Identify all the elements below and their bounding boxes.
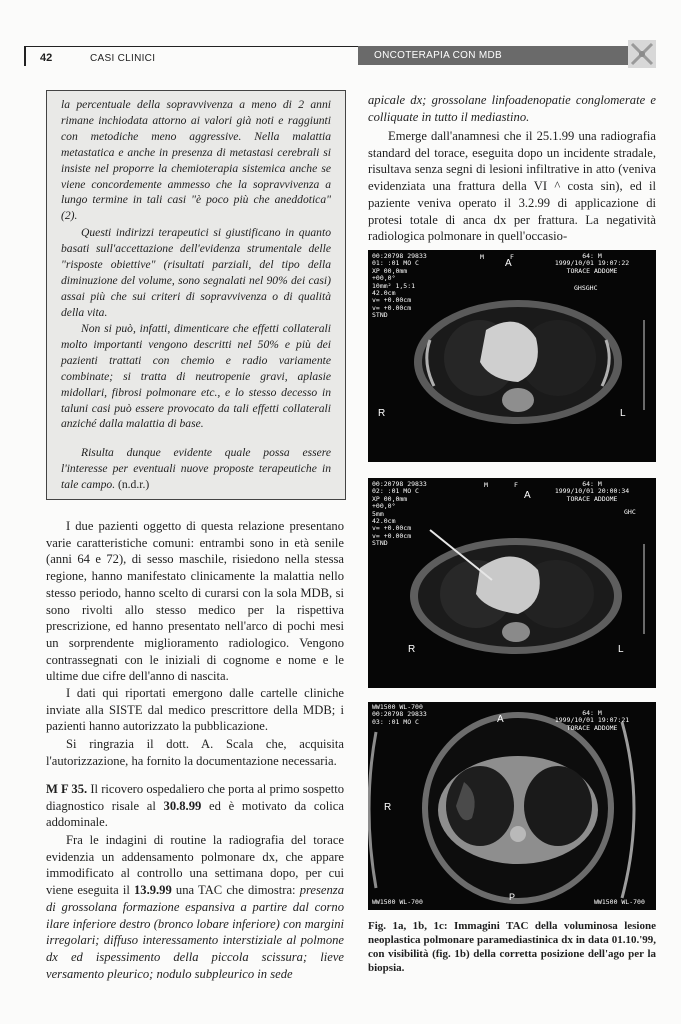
note-paragraph-4-text: Risulta dunque evidente quale possa essere l'interesse per eventuali nuove proposte terapeutiche in tale campo. (61, 446, 331, 491)
right-paragraph-2: Emerge dall'anamnesi che il 25.1.99 una radiografia standard del torace, eseguita dopo un incidente stradale, risultava senza segni di lesioni infiltrative in atto (veniva evidenziata una frattura della VI ^ costa sin), ed il paziente veniva operato il 3.2.99 di applicazione di protesi totale di anca dx per frattura. La negatività radiologica polmonare in quell'occasio- (368, 129, 656, 244)
ct-1b-param-4: 42.0cm (372, 517, 396, 526)
ct-1b-tag: GHC (624, 508, 636, 516)
ct-1b-param-1: XP 00,0mm (372, 494, 408, 503)
section-name: CASI CLINICI (90, 53, 156, 64)
ct-1a-param-6: v= +0.00cm (372, 303, 412, 312)
body-paragraph-2: I dati qui riportati emergono dalle cartelle cliniche inviate alla SISTE dal medico prescrittore della MDB; i pazienti hanno autorizzato la pubblicazione. (46, 686, 344, 734)
ct-1c-window-bottom-left: WW1500 WL-700 (372, 898, 423, 906)
ct-1b-age: 64: M (582, 480, 602, 488)
case-heading: M F 35. (46, 782, 88, 796)
figure-caption (368, 920, 656, 976)
body-paragraph-4-a: Il ricovero ospedaliero che porta al primo sospetto diagnostico risale al (46, 782, 344, 813)
ct-1a-label-r: R (378, 408, 386, 419)
body-paragraph-5 (46, 832, 344, 982)
ct-1a-id: 00:20798 29833 (372, 252, 427, 260)
ct-scan-figure-1a (368, 250, 656, 462)
body-paragraph-4 (46, 781, 344, 831)
ct-1b-label-r: R (408, 644, 416, 655)
figure-caption-text: Immagini TAC della voluminosa lesione neoplastica polmonare paramediastinica dx in data 01.10.'99, con visibilità (fig. 1b) della corretta posizione dell'ago per la biopsia. (368, 920, 656, 974)
body-paragraph-4-b: ed è motivato da colica addominale. (46, 798, 344, 830)
note-paragraph-3 (61, 321, 331, 432)
body-paragraph-1: I due pazienti oggetto di questa relazione presentano varie caratteristiche comuni: entrambi sono in età senile (anni 64 e 72), di sesso maschile, risiedono nella stessa regione, hanno manifestato clinicamente la malattia nello stesso periodo, hanno scelto di curarsi con la sola MDB, si sono rivolti allo stesso medico per la rispettiva prescrizione, ed hanno presentato nell'arco di pochi mesi un sorprendente miglioramento radiologico. Vengono contrassegnati con le iniziali di cognome e nome e le ultime due cifre dell'anno di nascita. (46, 519, 344, 684)
ct-1a-age: 64: M (582, 252, 602, 260)
note-paragraph-1: la percentuale della sopravvivenza a meno di 2 anni rimane inchiodata attorno ai valori già noti e raggiunti con metodiche meno aggressive. Nella malattia metastatica e anche in presenza di metastasi cerebrali si insiste nel proporre la chemioterapia sistemica anche se viene concordemente ammesso che la sopravvivenza a lungo termine in tali casi "è poco più che aneddotica" (2). (61, 98, 331, 223)
ct-1a-patient: M (480, 253, 484, 261)
ct-1a-overlay-left (372, 253, 427, 320)
note-paragraph-4 (61, 445, 331, 493)
ct-1a-param-5: v= +0.00cm (372, 296, 412, 305)
ct-1a-exam: TORACE ADDOME (566, 266, 618, 275)
ct-scan-1c-image (368, 702, 656, 910)
ct-1b-param-5: v= +0.00cm (372, 524, 412, 533)
body-paragraph-5-a: Fra le indagini di routine la radiografia del torace evidenzia un addensamento polmonare dx, che appare immodificato al controllo una settimana dopo, per cui viene eseguita il (46, 833, 344, 898)
running-title: ONCOTERAPIA CON MDB (374, 50, 502, 61)
ct-1c-label-r: R (384, 802, 392, 813)
ct-1c-label-a: A (497, 714, 504, 725)
ct-1b-series: 02: :01 MO C (372, 487, 419, 496)
ct-1a-datetime: 1999/10/01 19:07:22 (554, 259, 630, 268)
editorial-note-box (46, 90, 346, 500)
ct-1a-sex: F (510, 253, 514, 261)
ct-1a-series: 01: :01 MO C (372, 259, 419, 268)
ct-1a-label-a: A (505, 258, 512, 269)
ct-1b-patient: M (484, 481, 488, 489)
ct-1a-label-l: L (620, 408, 626, 419)
ct-1c-window-bottom-right: WW1500 WL-700 (594, 898, 645, 906)
header-rule (24, 46, 358, 47)
ct-1c-overlay-right (540, 710, 644, 732)
ct-1a-overlay-right (536, 253, 648, 275)
ct-1b-label-l: L (618, 644, 624, 655)
note-paragraph-2: Questi indirizzi terapeutici si giustificano in quanto basati sull'accettazione dell'evidenza strumentale delle "risposte obiettive" (risultati parziali, del tipo della diminuzione del volume, sono segnalati nel 90% dei casi) assai più che sui criteri di sopravvivenza o di qualità della vita. (61, 226, 331, 319)
ct-1a-param-1: XP 00,0mm (372, 266, 408, 275)
ct-1c-overlay-left (372, 704, 427, 726)
ct-scan-figure-1c (368, 702, 656, 910)
ct-1b-overlay-right (536, 481, 648, 503)
ct-1b-param-7: STND (372, 539, 388, 548)
ct-1b-id: 00:20798 29833 (372, 480, 427, 488)
ct-1c-age: 64: M (582, 709, 602, 717)
note-paragraph-3-text: Non si può, infatti, dimenticare che effetti collaterali molto importanti vengono descritti nel 50% e più dei pazienti trattati con chemio e radio variamente combinate; si tratta di neutropenie gravi, aplasie midollari, fibrosi polmonare etc., e lo stesso decesso in taluni casi può essere provocato da tali effetti collaterali anziché dalla malattia di base. (61, 322, 331, 431)
body-paragraph-3: Si ringrazia il dott. A. Scala che, acquisita l'autorizzazione, ha fornito la documentazione necessaria. (46, 737, 344, 768)
ct-1a-param-3: 10mm² 1,5:1 (372, 281, 416, 290)
ct-1a-tag: GHSGHC (574, 284, 598, 292)
ct-1b-sex: F (514, 481, 518, 489)
ct-1b-datetime: 1999/10/01 20:00:34 (554, 487, 630, 496)
tac-findings: presenza di grossolana formazione espansiva a partire dal corno ilare inferiore destro (bronco lobare inferiore) con margini irregolari; diffuso interessamento interstiziale al polmone dx ed ispessimento della piccola scissura; lieve versamento pleurico; nodulo subpleurico in sede (46, 883, 344, 981)
ct-1b-param-6: v= +0.00cm (372, 531, 412, 540)
header-rule-left (24, 46, 26, 66)
ct-1c-datetime: 1999/10/01 19:07:21 (554, 716, 630, 725)
ct-1a-param-2: +00,0° (372, 274, 396, 283)
ct-1b-exam: TORACE ADDOME (566, 494, 618, 503)
ct-1c-label-p: P (509, 892, 516, 902)
ct-1c-id: 00:20798 29833 (372, 710, 427, 719)
ct-1c-window: WW1500 WL-700 (372, 703, 423, 711)
date-13-9-99: 13.9.99 (133, 883, 172, 898)
ct-1b-param-2: +00,0° (372, 502, 396, 511)
ct-1c-series: 03: :01 MO C (372, 717, 419, 726)
ct-1b-overlay-left (372, 481, 427, 548)
figure-caption-label: Fig. 1a, 1b, 1c: (368, 920, 448, 932)
header-logo-icon (628, 40, 656, 68)
ct-1b-label-a: A (524, 490, 531, 501)
ct-scan-figure-1b (368, 478, 656, 688)
note-signature: (n.d.r.) (118, 477, 150, 491)
page-number: 42 (40, 52, 53, 64)
ct-1a-param-4: 42.0cm (372, 289, 396, 298)
ct-1c-exam: TORACE ADDOME (566, 723, 618, 732)
body-paragraph-5-b: una TAC che dimostra: (171, 883, 300, 898)
right-paragraph-1: apicale dx; grossolane linfoadenopatie conglomerate e colliquate in tutto il mediastino. (368, 93, 656, 124)
date-30-8-99: 30.8.99 (163, 798, 202, 813)
ct-1b-param-3: 5mm (372, 509, 384, 518)
ct-1a-param-7: STND (372, 311, 388, 320)
